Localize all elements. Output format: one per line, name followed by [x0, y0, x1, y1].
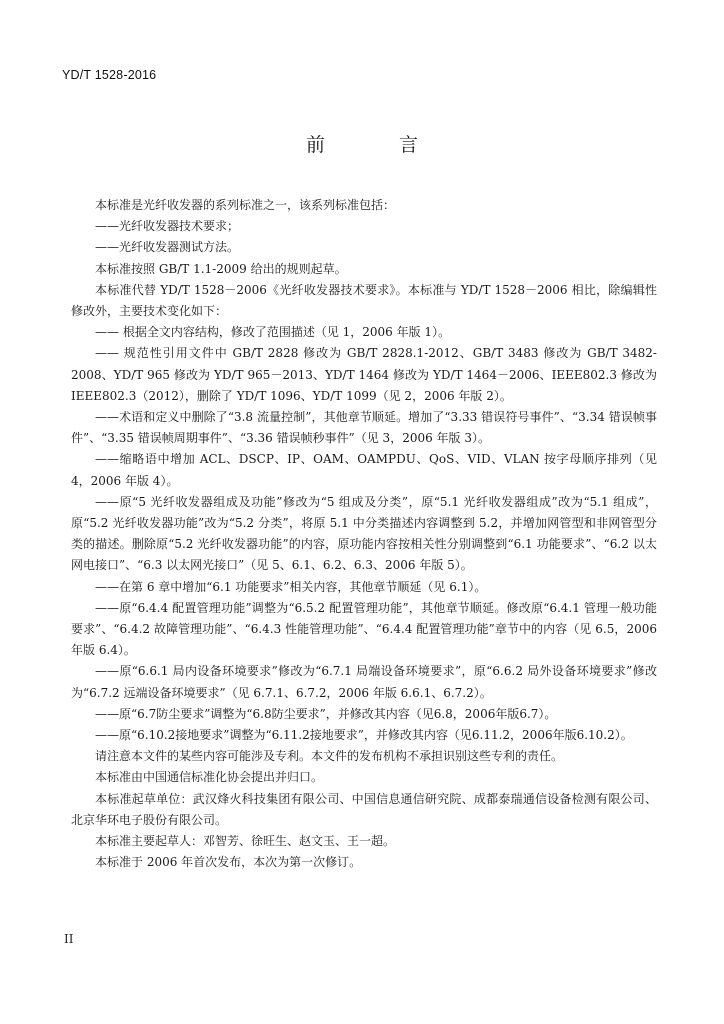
- paragraph: 本标准是光纤收发器的系列标准之一，该系列标准包括：: [95, 198, 396, 212]
- paragraph: —— 根据全文内容结构，修改了范围描述（见 1，2006 年版 1）。: [95, 325, 451, 340]
- paragraph: ——原“6.6.1 局内设备环境要求”修改为“6.7.1 局端设备环境要求”，原“6.6.2 局外设备环境要求”修改为“6.7.2 远端设备环境要求”（见 6.7.1、6.7.2，2006 年版 6.6.1、6.7.2）。: [71, 664, 657, 700]
- paragraph: ——原“5 光纤收发器组成及功能”修改为“5 组成及分类”，原“5.1 光纤收发器组成”改为“5.1 组成”，原“5.2 光纤收发器功能”改为“5.2 分类”，将原 5.1 中分类描述内容调整到 5.2，并增加网管型和非网管型分类的描述。删除原“5.2 光纤收发器功能”的内容，原功能内容按相关性分别调整到“6.1 功能要求”、“6.2 以太网电接口”、“6.3 以太网光接口”（见 5、6.1、6.2、6.3、2006 年版 5）。: [71, 494, 657, 573]
- paragraph: ——原“6.4.4 配置管理功能”调整为“6.5.2 配置管理功能”，其他章节顺延。修改原“6.4.1 管理一般功能要求”、“6.4.2 故障管理功能”、“6.4.3 性能管理功能”、“6.4.4 配置管理功能”章节中的内容（见 6.5，2006 年版 6.4）。: [71, 600, 657, 658]
- document-code: YD/T 1528-2016: [62, 68, 157, 82]
- paragraph: 本标准代替 YD/T 1528－2006《光纤收发器技术要求》。本标准与 YD/T 1528－2006 相比，除编辑性修改外，主要技术变化如下：: [71, 282, 657, 319]
- preface-body: [71, 195, 657, 874]
- paragraph: 本标准由中国通信标准化协会提出并归口。: [95, 770, 324, 785]
- paragraph: 本标准于 2006 年首次发布，本次为第一次修订。: [95, 855, 362, 870]
- paragraph: 本标准起草单位：武汉烽火科技集团有限公司、中国信息通信研究院、成都泰瑞通信设备检测有限公司、北京华环电子股份有限公司。: [71, 791, 657, 827]
- page-title: 前 言: [305, 134, 453, 156]
- paragraph: ——光纤收发器技术要求；: [95, 219, 240, 234]
- paragraph: ——原“6.7防尘要求”调整为“6.8防尘要求”，并修改其内容（见6.8，2006年版6.7）。: [95, 706, 557, 721]
- paragraph: ——光纤收发器测试方法。: [95, 240, 240, 255]
- paragraph: 本标准按照 GB/T 1.1-2009 给出的规则起草。: [95, 261, 347, 276]
- paragraph: 本标准主要起草人：邓智芳、徐旺生、赵文玉、王一超。: [95, 834, 396, 849]
- paragraph: ——缩略语中增加 ACL、DSCP、IP、OAM、OAMPDU、QoS、VID、VLAN 按字母顺序排列（见 4，2006 年版 4）。: [71, 452, 657, 488]
- paragraph: 请注意本文件的某些内容可能涉及专利。本文件的发布机构不承担识别这些专利的责任。: [95, 749, 564, 764]
- paragraph: ——在第 6 章中增加“6.1 功能要求”相关内容，其他章节顺延（见 6.1）。: [95, 579, 487, 594]
- paragraph: —— 规范性引用文件中 GB/T 2828 修改为 GB/T 2828.1-2012、GB/T 3483 修改为 GB/T 3482-2008、YD/T 965 修改为 YD/T 965－2013、YD/T 1464 修改为 YD/T 1464－2006、IEEE802.3 修改为 IEEE802.3（2012），删除了 YD/T 1096、YD/T 1099（见 2，2006 年版 2）。: [71, 346, 657, 403]
- paragraph: ——术语和定义中删除了“3.8 流量控制”，其他章节顺延。增加了“3.33 错误符号事件”、“3.34 错误帧事件”、“3.35 错误帧周期事件”、“3.36 错误帧秒事件”（见 3，2006 年版 3）。: [71, 410, 657, 446]
- paragraph: ——原“6.10.2接地要求”调整为“6.11.2接地要求”，并修改其内容（见6.11.2，2006年版6.10.2）。: [95, 728, 633, 743]
- page-number: II: [64, 932, 74, 946]
